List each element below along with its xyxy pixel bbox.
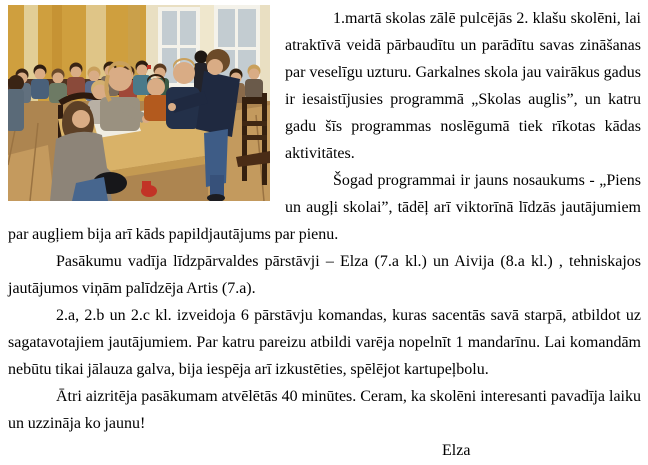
- paragraph-closing: Ātri aizritēja pasākumam atvēlētās 40 minūtes. Ceram, ka skolēni interesanti pavadīja laiku un uzzināja ko jaunu!: [8, 388, 641, 432]
- photo-scene: [8, 5, 270, 201]
- signature: Elza: [442, 442, 471, 459]
- paragraph-teams: 2.a, 2.b un 2.c kl. izveidoja 6 pārstāvju komandas, kuras sacentās savā starpā, atbildot uz sagatavotajiem jautājumiem. Par katru pareizu atbildi varēja nopelnīt 1 mandarīnu. Lai komandām nebūtu tikai jālauza galva, bija iespēja arī izkustēties, spēlējot kartupeļbolu.: [8, 307, 641, 378]
- paragraph-intro: 1.martā skolas zālē pulcējās 2. klašu skolēni, lai atraktīvā veidā pārbaudītu un parādītu savas zināšanas par veselīgu uzturu. Garkalnes skola jau vairākus gadus ir iesaistījusies programmā „Skolas auglis”, un katru gadu šīs programmas noslēgumā tiek rīkotas kādas aktivitātes.: [285, 10, 641, 162]
- paragraph-program-name: Šogad programmai ir jauns nosaukums - „Piens un augļi skolai”, tādēļ arī viktorīnā līdzās jautājumiem par augļiem bija arī kāds papildjautājums par pienu.: [8, 172, 641, 243]
- paragraph-hosts: Pasākumu vadīja līdzpārvaldes pārstāvji – Elza (7.a kl.) un Aivija (8.a kl.) , tehniskajos jautājumos viņām palīdzēja Artis (7.a).: [8, 253, 641, 297]
- event-photo: [8, 5, 270, 201]
